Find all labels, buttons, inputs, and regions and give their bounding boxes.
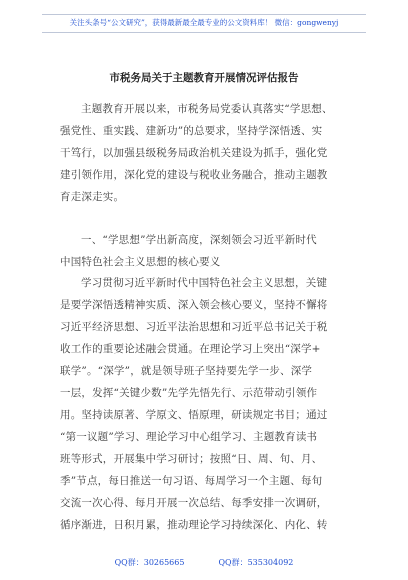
paragraph-line: 强党性、重实践、建新功”的总要求，坚持学深悟透、实 [60,125,323,137]
paragraph-line: 联学”。“深学”，就是领导班子坚持要先学一步、深学 [60,365,313,377]
paragraph-line: 干笃行，以加强县级税务局政治机关建设为抓手，强化党 [60,147,328,159]
paragraph-line: 用。坚持读原著、学原文、悟原理，研读规定书目；通过 [60,409,328,421]
paragraph-line: 一层，发挥“关键少数”先学先悟先行、示范带动引领作 [60,387,318,399]
paragraph-line: 主题教育开展以来，市税务局党委认真落实“学思想、 [81,103,333,115]
paragraph-line: 建引领作用，深化党的建设与税收业务融合，推动主题教 [60,169,328,181]
paragraph-line: 循序渐进，日积月累，推动理论学习持续深化、内化、转 [60,519,328,531]
intro-paragraph [60,98,360,208]
paragraph-line: 育走深走实。 [60,191,125,203]
paragraph-line: 班等形式，开展集中学习研讨；按照“日、周、旬、月、 [60,453,323,465]
paragraph-line: “第一议题”学习、理论学习中心组学习、主题教育读书 [60,431,318,443]
heading-line: 一、“学思想”学出新高度，深刻领会习近平新时代 [81,234,317,246]
paragraph-line: 收工作的重要论述融会贯通。在理论学习上突出“深学+ [60,343,321,355]
document-title: 市税务局关于主题教育开展情况评估报告 [109,72,299,84]
header-bottom-rule [42,32,366,33]
paragraph-line: 季”节点，每日推送一句习语、每周学习一个主题、每旬 [60,475,323,487]
section-heading-1 [60,229,360,273]
study-paragraph [60,272,360,536]
footer-contacts [0,557,408,568]
header-banner: 关注头条号“公文研究”，获得最新最全最专业的公文资料库！ 微信：gongwenyj [69,18,339,27]
heading-line: 中国特色社会主义思想的核心要义 [60,256,221,268]
paragraph-line: 交流一次心得、每月开展一次总结、每季安排一次调研， [60,497,328,509]
paragraph-line: 习近平经济思想、习近平法治思想和习近平总书记关于税 [60,321,328,333]
paragraph-line: 学习贯彻习近平新时代中国特色社会主义思想，关键 [81,277,328,289]
paragraph-line: 是要学深悟透精神实质、深入领会核心要义，坚持不懈将 [60,299,328,311]
qq-group-2: QQ群：535304092 [218,558,294,567]
header-top-rule [42,14,366,15]
qq-group-1: QQ群：30265665 [114,558,185,567]
